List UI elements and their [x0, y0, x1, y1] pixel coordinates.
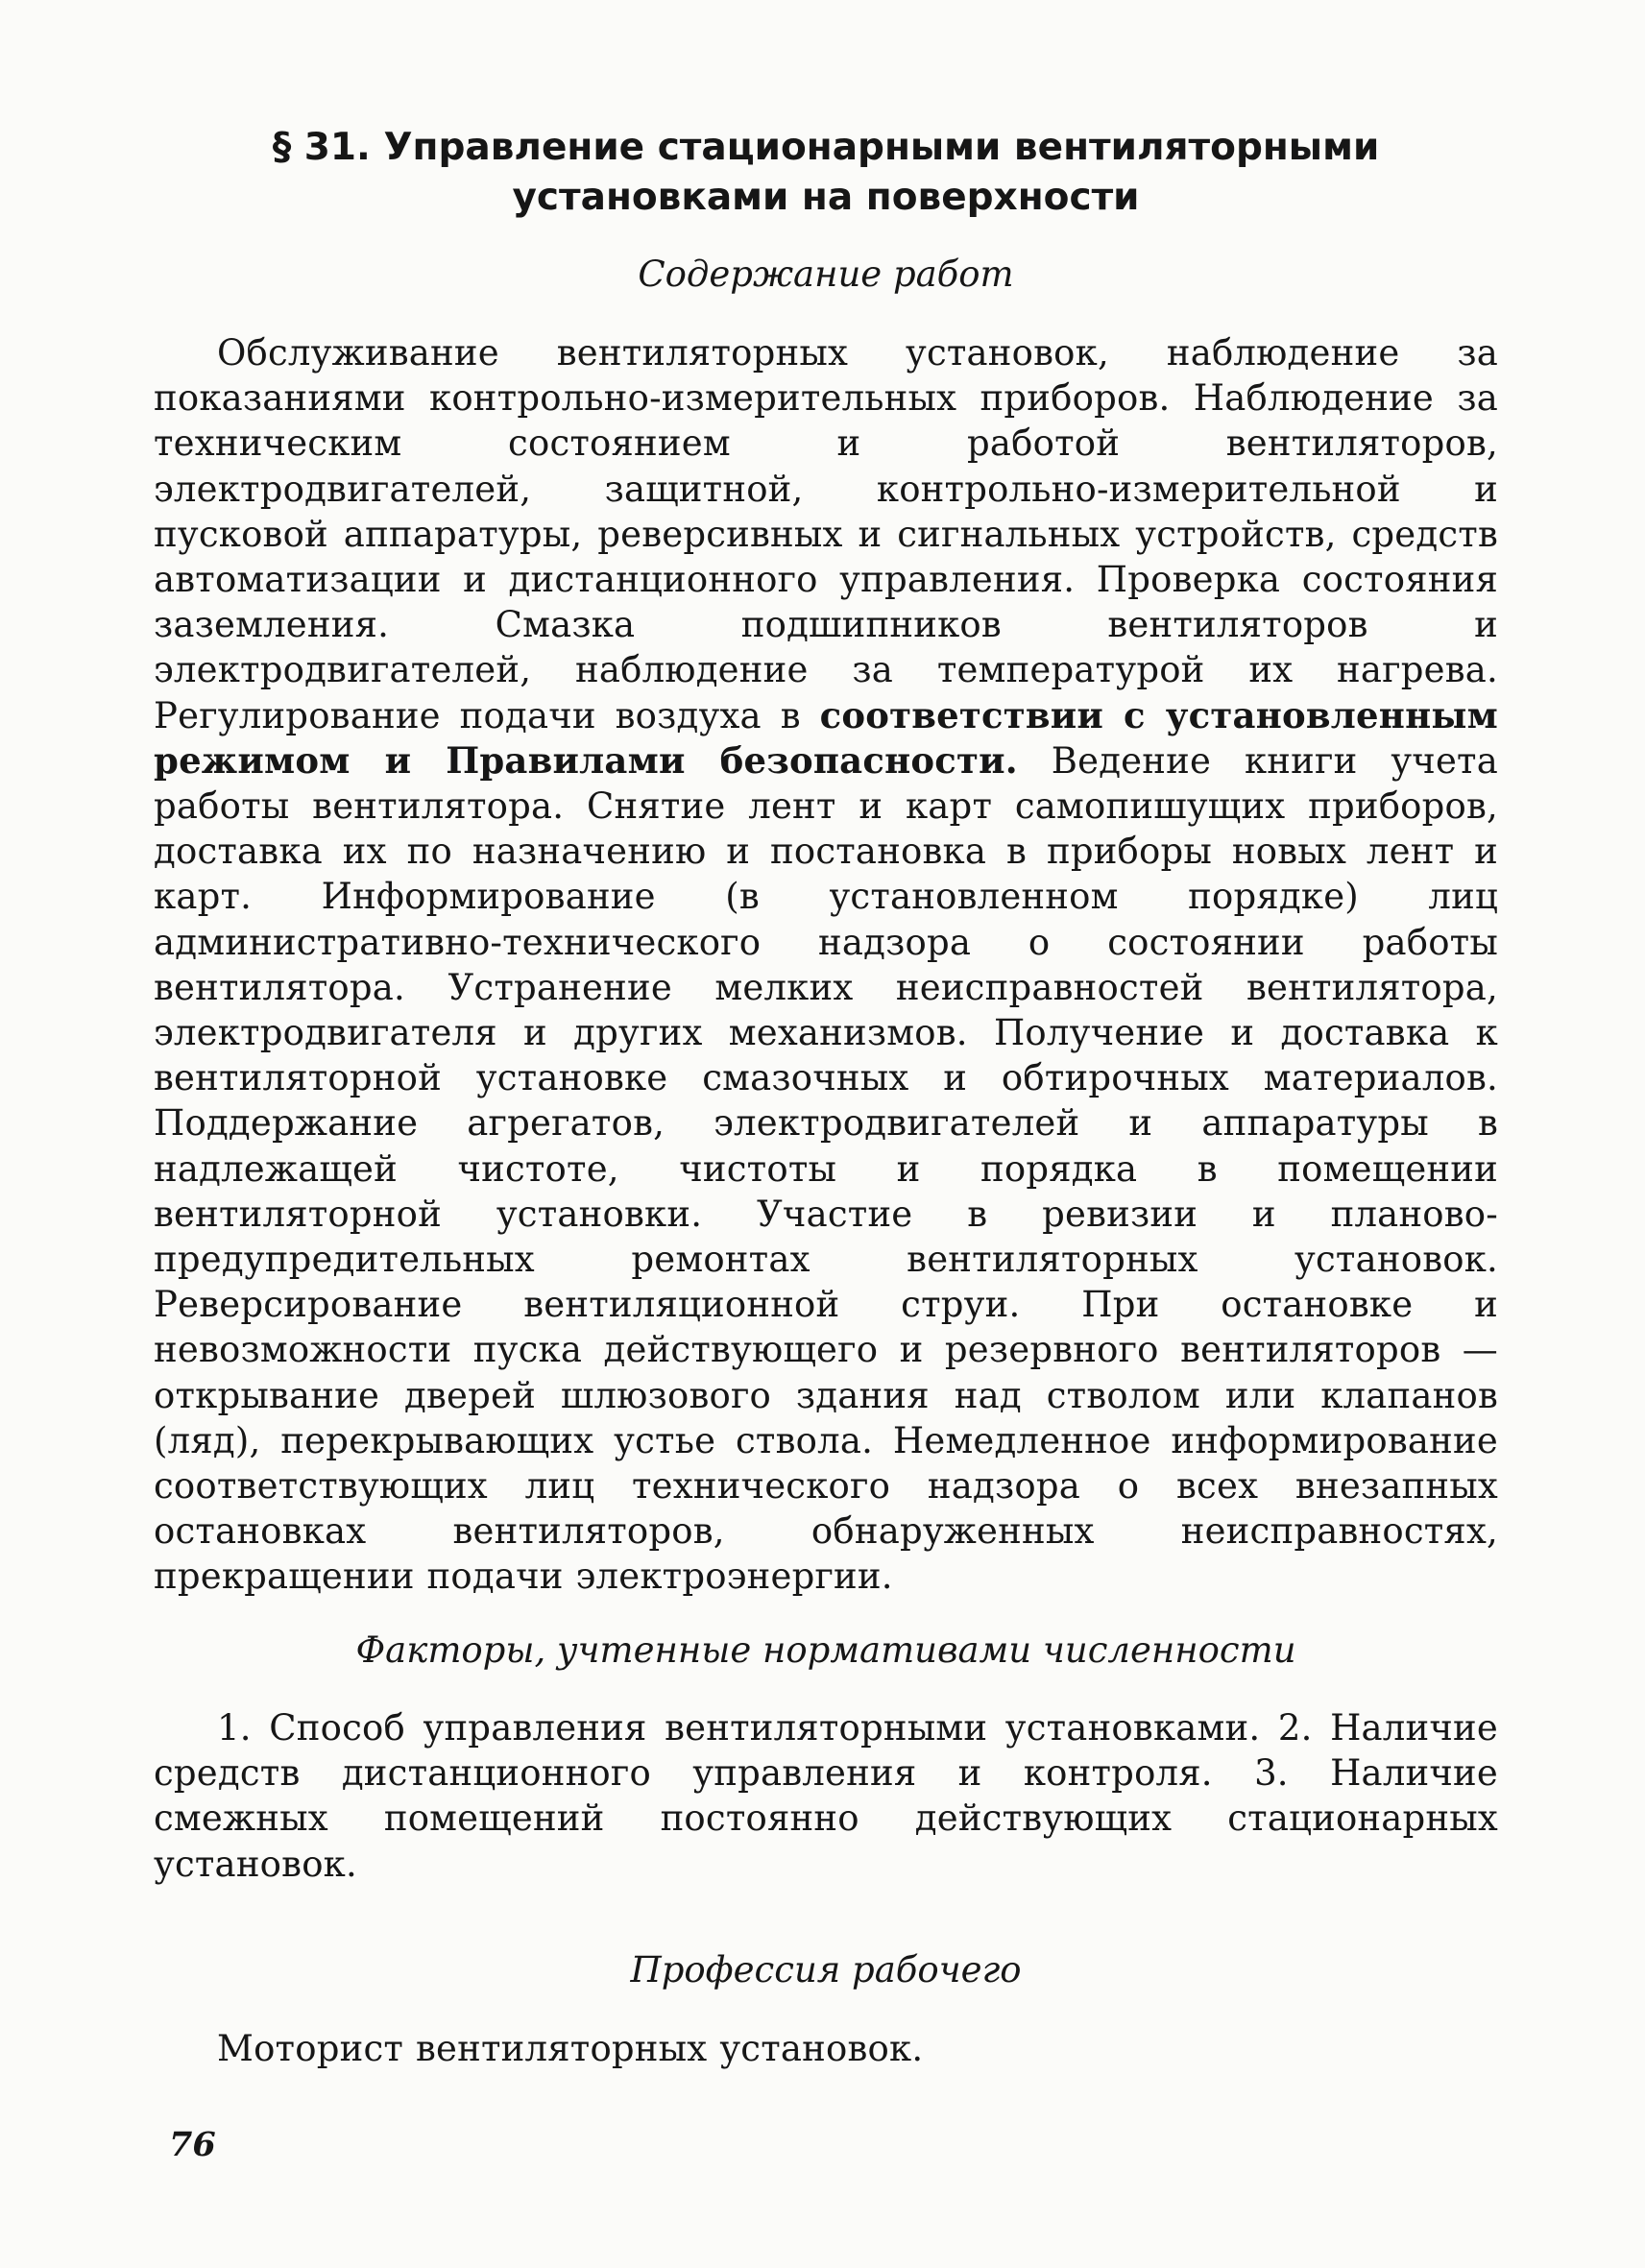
section-title-line-2: установками на поверхности: [512, 176, 1140, 219]
work-content-heading: Содержание работ: [638, 253, 1014, 295]
profession-paragraph: Моторист вентиляторных установок.: [217, 2028, 924, 2069]
section-title: [154, 123, 1498, 223]
work-content-text-start: Обслуживание вентиляторных установок, наблюдение за показаниями контрольно-измерительных приборов. Наблюдение за техническим состоянием и работой вентиляторов, электродвигателей, защитной, контрольно-измерительной и пусковой аппаратуры, реверсивных и сигнальных устройств, средств автоматизации и дистанционного управления. Проверка состояния заземления. Смазка подшипников вентиляторов и электродвигателей, наблюдение за температурой их нагрева. Регулирование подачи воздуха в: [154, 332, 1498, 736]
factors-heading: Факторы, учтенные нормативами численности: [355, 1629, 1296, 1671]
work-content-paragraph: [154, 330, 1498, 1600]
work-content-bold-text: соответствии с установленным режимом и Правилами безопасности.: [154, 693, 1498, 782]
work-content-text-end: Ведение книги учета работы вентилятора. Снятие лент и карт самопишущих приборов, доставка их по назначению и постановка в приборы новых лент и карт. Информирование (в установленном порядке) лиц административно-технического надзора о состоянии работы вентилятора. Устранение мелких неисправностей вентилятора, электродвигателя и других механизмов. Получение и доставка к вентиляторной установке смазочных и обтирочных материалов. Поддержание агрегатов, электродвигателей и аппаратуры в надлежащей чистоте, чистоты и порядка в помещении вентиляторной установки. Участие в ревизии и планово-предупредительных ремонтах вентиляторных установок. Реверсирование вентиляционной струи. При остановке и невозможности пуска действующего и резервного вентиляторов — открывание дверей шлюзового здания над стволом или клапанов (ляд), перекрывающих устье ствола. Немедленное информирование соответствующих лиц технического надзора о всех внезапных остановках вентиляторов, обнаруженных неисправностях, прекращении подачи электроэнергии.: [154, 739, 1498, 1598]
factors-paragraph: 1. Способ управления вентиляторными установками. 2. Наличие средств дистанционного управления и контроля. 3. Наличие смежных помещений постоянно действующих стационарных установок.: [154, 1707, 1498, 1885]
page-number: 76: [169, 2125, 216, 2164]
profession-heading: Профессия рабочего: [630, 1949, 1022, 1991]
section-title-line-1: § 31. Управление стационарными вентиляторными: [272, 126, 1380, 169]
